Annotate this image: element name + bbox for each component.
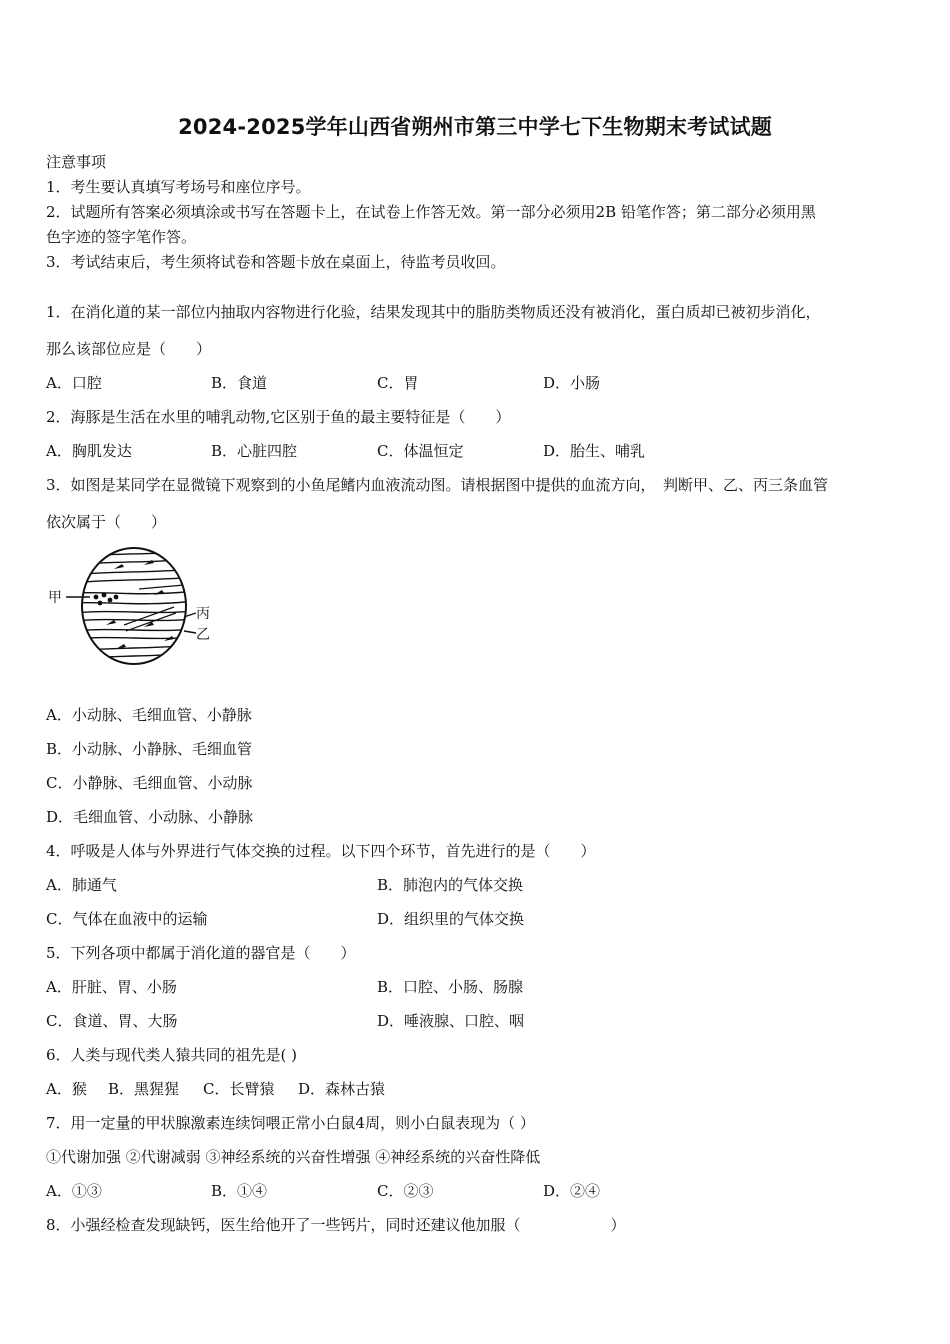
notice-item: 2．试题所有答案必须填涂或书写在答题卡上，在试卷上作答无效。第一部分必须用2B 铅笔作答；第二部分必须用黑 bbox=[46, 203, 816, 221]
option-b: B．心脏四腔 bbox=[211, 442, 298, 460]
blood-flow-figure bbox=[44, 545, 214, 670]
option-c: C．食道、胃、大肠 bbox=[46, 1012, 178, 1030]
option-a: A．肝脏、胃、小肠 bbox=[46, 978, 177, 996]
option-a: A．口腔 bbox=[46, 374, 102, 392]
option-a: A．胸肌发达 bbox=[46, 442, 132, 460]
option-b: B．肺泡内的气体交换 bbox=[377, 876, 524, 894]
question-1-text: 那么该部位应是（ ） bbox=[46, 340, 212, 358]
label-yi: 乙 bbox=[196, 627, 210, 643]
question-1-text: 1．在消化道的某一部位内抽取内容物进行化验，结果发现其中的脂肪类物质还没有被消化，蛋白质却已被初步消化， bbox=[46, 303, 821, 321]
question-4-text: 4．呼吸是人体与外界进行气体交换的过程。以下四个环节，首先进行的是（ ） bbox=[46, 842, 596, 860]
option-c: C．体温恒定 bbox=[377, 442, 464, 460]
question-3-text: 依次属于（ ） bbox=[46, 513, 167, 531]
option-d: D．唾液腺、口腔、咽 bbox=[377, 1012, 525, 1030]
option-a: A．①③ bbox=[46, 1182, 102, 1200]
option-b: B．黑猩猩 bbox=[108, 1080, 180, 1098]
option-d: D．毛细血管、小动脉、小静脉 bbox=[46, 808, 254, 826]
option-b: B．食道 bbox=[211, 374, 268, 392]
question-8-text: 8．小强经检查发现缺钙，医生给他开了一些钙片，同时还建议他加服（ ） bbox=[46, 1216, 626, 1234]
option-d: D．组织里的气体交换 bbox=[377, 910, 525, 928]
option-c: C．长臂猿 bbox=[203, 1080, 275, 1098]
option-a: A．小动脉、毛细血管、小静脉 bbox=[46, 706, 252, 724]
question-6-text: 6．人类与现代类人猿共同的祖先是( ) bbox=[46, 1046, 298, 1064]
option-a: A．肺通气 bbox=[46, 876, 117, 894]
label-bing: 丙 bbox=[196, 606, 210, 622]
question-7-text: ①代谢加强 ②代谢减弱 ③神经系统的兴奋性增强 ④神经系统的兴奋性降低 bbox=[46, 1148, 541, 1166]
option-c: C．气体在血液中的运输 bbox=[46, 910, 208, 928]
option-d: D．森林古猿 bbox=[298, 1080, 386, 1098]
label-jia: 甲 bbox=[48, 590, 62, 606]
question-2-text: 2．海豚是生活在水里的哺乳动物,它区别于鱼的最主要特征是（ ） bbox=[46, 408, 511, 426]
option-c: C．小静脉、毛细血管、小动脉 bbox=[46, 774, 253, 792]
notice-item: 1．考生要认真填写考场号和座位序号。 bbox=[46, 178, 311, 196]
option-c: C．②③ bbox=[377, 1182, 434, 1200]
notice-item: 色字迹的签字笔作答。 bbox=[46, 228, 197, 246]
notice-heading: 注意事项 bbox=[46, 153, 107, 171]
question-7-text: 7．用一定量的甲状腺激素连续饲喂正常小白鼠4周，则小白鼠表现为（ ） bbox=[46, 1114, 535, 1132]
option-a: A．猴 bbox=[46, 1080, 87, 1098]
option-d: D．胎生、哺乳 bbox=[543, 442, 646, 460]
option-d: D．②④ bbox=[543, 1182, 601, 1200]
option-b: B．口腔、小肠、肠腺 bbox=[377, 978, 524, 996]
option-d: D．小肠 bbox=[543, 374, 601, 392]
notice-item: 3．考试结束后，考生须将试卷和答题卡放在桌面上，待监考员收回。 bbox=[46, 253, 506, 271]
option-c: C．胃 bbox=[377, 374, 419, 392]
option-b: B．小动脉、小静脉、毛细血管 bbox=[46, 740, 253, 758]
question-3-text: 3．如图是某同学在显微镜下观察到的小鱼尾鳍内血液流动图。请根据图中提供的血流方向， 判断甲、乙、丙三条血管 bbox=[46, 476, 829, 494]
option-b: B．①④ bbox=[211, 1182, 268, 1200]
exam-title: 2024-2025学年山西省朔州市第三中学七下生物期末考试试题 bbox=[178, 115, 772, 139]
question-5-text: 5．下列各项中都属于消化道的器官是（ ） bbox=[46, 944, 356, 962]
